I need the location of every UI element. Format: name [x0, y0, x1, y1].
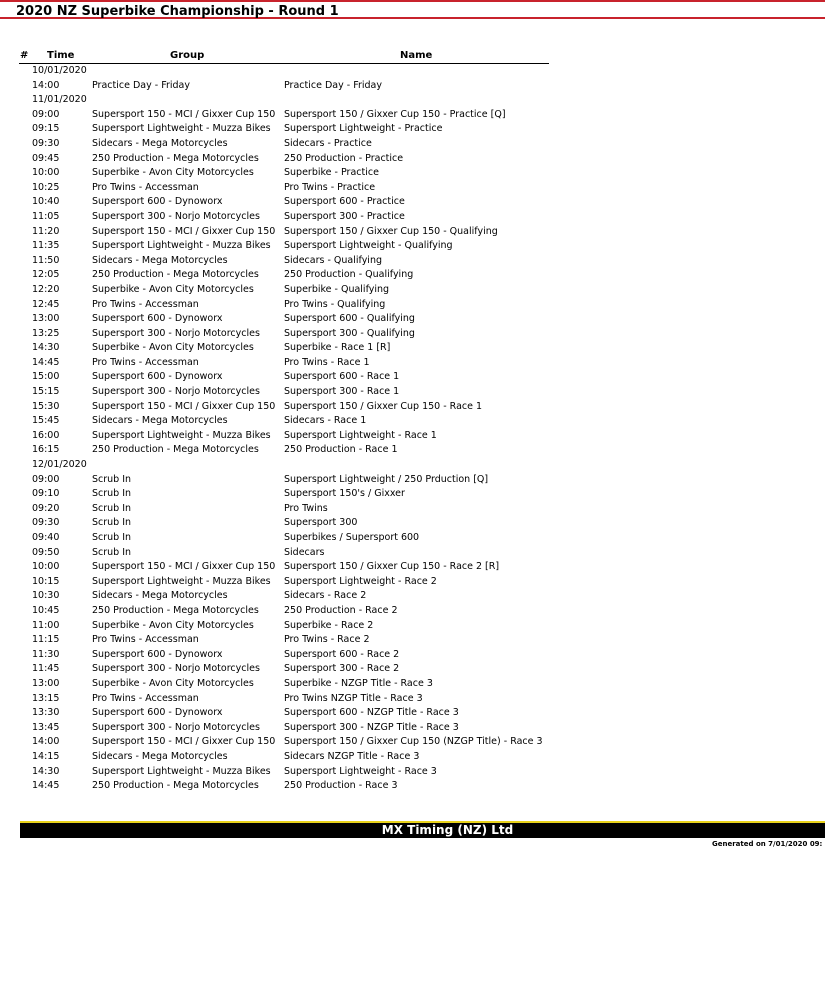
time-cell: 13:00	[32, 313, 60, 325]
name-cell: 250 Production - Race 3	[284, 780, 398, 792]
group-cell: Supersport 150 - MCI / Gixxer Cup 150	[92, 225, 276, 237]
footer-bar	[20, 821, 825, 838]
time-cell: 14:45	[32, 780, 60, 792]
time-cell: 09:50	[32, 546, 60, 558]
date-row	[0, 458, 825, 473]
group-cell: Scrub In	[92, 517, 132, 529]
name-cell: 250 Production - Race 2	[284, 604, 398, 616]
time-cell: 10:15	[32, 575, 60, 587]
table-row	[0, 283, 825, 298]
name-cell: Sidecars - Practice	[284, 137, 372, 149]
group-cell: Sidecars - Mega Motorcycles	[92, 137, 228, 149]
time-cell: 11:45	[32, 663, 60, 675]
group-cell: Supersport 600 - Dynoworx	[92, 707, 223, 719]
name-cell: Superbike - Race 2	[284, 619, 374, 631]
table-row	[0, 254, 825, 269]
group-cell: Sidecars - Mega Motorcycles	[92, 254, 228, 266]
group-cell: Sidecars - Mega Motorcycles	[92, 590, 228, 602]
table-row	[0, 414, 825, 429]
time-cell: 10:00	[32, 167, 60, 179]
group-cell: Supersport 300 - Norjo Motorcycles	[92, 210, 260, 222]
time-cell: 09:40	[32, 532, 60, 543]
generated-timestamp: Generated on 7/01/2020 09:	[712, 840, 823, 848]
group-cell: Pro Twins - Accessman	[92, 692, 199, 704]
table-row	[0, 312, 825, 327]
column-header-name: Name	[400, 50, 433, 61]
table-row	[0, 735, 825, 750]
date-row	[0, 93, 825, 108]
table-row	[0, 122, 825, 137]
column-header-time: Time	[47, 50, 75, 61]
name-cell: 250 Production - Practice	[284, 152, 404, 164]
group-cell: 250 Production - Mega Motorcycles	[92, 152, 259, 164]
date-label: 12/01/2020	[32, 459, 87, 471]
name-cell: Supersport 150's / Gixxer	[284, 488, 405, 500]
table-row	[0, 750, 825, 765]
group-cell: Superbike - Avon City Motorcycles	[92, 677, 254, 689]
group-cell: 250 Production - Mega Motorcycles	[92, 604, 259, 616]
time-cell: 11:30	[32, 648, 60, 660]
name-cell: Superbikes / Supersport 600	[284, 532, 420, 543]
table-row	[0, 429, 825, 444]
group-cell: Supersport 600 - Dynoworx	[92, 196, 223, 208]
table-row	[0, 341, 825, 356]
table-row	[0, 531, 825, 546]
table-row	[0, 195, 825, 210]
table-row	[0, 487, 825, 502]
group-cell: Superbike - Avon City Motorcycles	[92, 283, 254, 295]
schedule-table	[0, 64, 825, 794]
time-cell: 11:05	[32, 210, 60, 222]
table-row	[0, 79, 825, 94]
name-cell: Supersport 300 - Race 1	[284, 386, 400, 398]
group-cell: Superbike - Avon City Motorcycles	[92, 167, 254, 179]
name-cell: Pro Twins - Practice	[284, 181, 376, 193]
table-row	[0, 648, 825, 663]
name-cell: Sidecars - Race 1	[284, 415, 367, 427]
group-cell: Scrub In	[92, 473, 132, 485]
name-cell: Sidecars - Qualifying	[284, 254, 383, 266]
table-row	[0, 692, 825, 707]
name-cell: Supersport 150 / Gixxer Cup 150 - Qualifying	[284, 225, 498, 237]
time-cell: 15:30	[32, 400, 60, 412]
time-cell: 09:10	[32, 488, 60, 500]
title-bar	[0, 0, 825, 19]
name-cell: Sidecars NZGP Title - Race 3	[284, 750, 420, 762]
name-cell: Superbike - Qualifying	[284, 283, 390, 295]
table-row	[0, 108, 825, 123]
time-cell: 12:05	[32, 269, 60, 281]
group-cell: 250 Production - Mega Motorcycles	[92, 444, 259, 456]
group-cell: Supersport 300 - Norjo Motorcycles	[92, 327, 260, 339]
name-cell: Supersport 600 - Practice	[284, 196, 405, 208]
group-cell: Supersport Lightweight - Muzza Bikes	[92, 429, 271, 441]
date-label: 10/01/2020	[32, 65, 87, 76]
column-header-group: Group	[170, 50, 205, 61]
time-cell: 14:30	[32, 765, 60, 777]
group-cell: Superbike - Avon City Motorcycles	[92, 619, 254, 631]
time-cell: 11:35	[32, 240, 60, 252]
group-cell: Supersport 150 - MCI / Gixxer Cup 150	[92, 561, 276, 573]
table-row	[0, 239, 825, 254]
name-cell: Supersport 600 - Qualifying	[284, 313, 415, 325]
group-cell: Supersport Lightweight - Muzza Bikes	[92, 123, 271, 135]
name-cell: Supersport 150 / Gixxer Cup 150 - Race 1	[284, 400, 483, 412]
group-cell: Sidecars - Mega Motorcycles	[92, 415, 228, 427]
group-cell: Supersport 300 - Norjo Motorcycles	[92, 386, 260, 398]
name-cell: Supersport 300 - NZGP Title - Race 3	[284, 721, 459, 733]
name-cell: Practice Day - Friday	[284, 79, 382, 91]
group-cell: Supersport 300 - Norjo Motorcycles	[92, 663, 260, 675]
table-row	[0, 765, 825, 780]
page-title: 2020 NZ Superbike Championship - Round 1	[16, 4, 339, 19]
table-row	[0, 225, 825, 240]
name-cell: Sidecars	[284, 546, 325, 558]
group-cell: Sidecars - Mega Motorcycles	[92, 750, 228, 762]
time-cell: 14:45	[32, 356, 60, 368]
time-cell: 11:15	[32, 634, 60, 646]
name-cell: 250 Production - Qualifying	[284, 269, 414, 281]
table-row	[0, 633, 825, 648]
name-cell: Supersport Lightweight - Race 1	[284, 429, 437, 441]
time-cell: 13:00	[32, 677, 60, 689]
footer-company: MX Timing (NZ) Ltd	[381, 823, 514, 837]
table-row	[0, 298, 825, 313]
group-cell: 250 Production - Mega Motorcycles	[92, 780, 259, 792]
group-cell: Pro Twins - Accessman	[92, 356, 199, 368]
group-cell: Supersport 600 - Dynoworx	[92, 648, 223, 660]
name-cell: Supersport Lightweight - Race 2	[284, 575, 437, 587]
name-cell: Pro Twins	[284, 502, 328, 514]
table-row	[0, 575, 825, 590]
name-cell: Supersport Lightweight - Race 3	[284, 765, 437, 777]
name-cell: Supersport Lightweight / 250 Prduction [Q]	[284, 473, 489, 485]
time-cell: 10:00	[32, 561, 60, 573]
time-cell: 13:15	[32, 692, 60, 704]
group-cell: Supersport 600 - Dynoworx	[92, 371, 223, 383]
time-cell: 14:15	[32, 750, 60, 762]
table-row	[0, 779, 825, 794]
time-cell: 09:30	[32, 517, 60, 529]
time-cell: 11:50	[32, 254, 60, 266]
time-cell: 10:25	[32, 181, 60, 193]
group-cell: Superbike - Avon City Motorcycles	[92, 342, 254, 354]
group-cell: Supersport 600 - Dynoworx	[92, 313, 223, 325]
date-label: 11/01/2020	[32, 94, 87, 106]
table-row	[0, 400, 825, 415]
group-cell: Scrub In	[92, 488, 132, 500]
group-cell: Scrub In	[92, 546, 132, 558]
time-cell: 15:00	[32, 371, 60, 383]
table-row	[0, 356, 825, 371]
group-cell: Supersport 150 - MCI / Gixxer Cup 150	[92, 400, 276, 412]
time-cell: 09:45	[32, 152, 60, 164]
group-cell: 250 Production - Mega Motorcycles	[92, 269, 259, 281]
table-row	[0, 589, 825, 604]
date-row	[0, 64, 825, 79]
name-cell: Superbike - Race 1 [R]	[284, 342, 391, 354]
time-cell: 16:00	[32, 429, 60, 441]
table-row	[0, 166, 825, 181]
group-cell: Scrub In	[92, 532, 132, 543]
group-cell: Practice Day - Friday	[92, 79, 190, 91]
name-cell: Superbike - NZGP Title - Race 3	[284, 677, 433, 689]
table-row	[0, 137, 825, 152]
table-row	[0, 604, 825, 619]
group-cell: Scrub In	[92, 502, 132, 514]
name-cell: Sidecars - Race 2	[284, 590, 367, 602]
group-cell: Supersport 150 - MCI / Gixxer Cup 150	[92, 108, 276, 120]
table-row	[0, 327, 825, 342]
time-cell: 11:20	[32, 225, 60, 237]
time-cell: 11:00	[32, 619, 60, 631]
table-row	[0, 152, 825, 167]
name-cell: Supersport Lightweight - Practice	[284, 123, 443, 135]
name-cell: Pro Twins - Race 1	[284, 356, 370, 368]
time-cell: 14:00	[32, 736, 60, 748]
group-cell: Supersport Lightweight - Muzza Bikes	[92, 240, 271, 252]
name-cell: Supersport 300 - Qualifying	[284, 327, 415, 339]
table-row	[0, 677, 825, 692]
time-cell: 10:40	[32, 196, 60, 208]
table-row	[0, 443, 825, 458]
name-cell: Supersport 600 - NZGP Title - Race 3	[284, 707, 459, 719]
time-cell: 09:15	[32, 123, 60, 135]
name-cell: Pro Twins - Race 2	[284, 634, 370, 646]
name-cell: Supersport 300 - Practice	[284, 210, 405, 222]
name-cell: Supersport 300 - Race 2	[284, 663, 400, 675]
group-cell: Supersport 300 - Norjo Motorcycles	[92, 721, 260, 733]
table-row	[0, 546, 825, 561]
table-row	[0, 210, 825, 225]
time-cell: 09:00	[32, 473, 60, 485]
time-cell: 13:45	[32, 721, 60, 733]
name-cell: 250 Production - Race 1	[284, 444, 398, 456]
group-cell: Pro Twins - Accessman	[92, 298, 199, 310]
table-row	[0, 560, 825, 575]
group-cell: Pro Twins - Accessman	[92, 181, 199, 193]
time-cell: 10:45	[32, 604, 60, 616]
time-cell: 13:25	[32, 327, 60, 339]
table-row	[0, 502, 825, 517]
table-row	[0, 268, 825, 283]
name-cell: Supersport 150 / Gixxer Cup 150 - Race 2 [R]	[284, 561, 500, 573]
time-cell: 14:30	[32, 342, 60, 354]
time-cell: 09:00	[32, 108, 60, 120]
name-cell: Supersport 300	[284, 517, 358, 529]
table-row	[0, 181, 825, 196]
time-cell: 13:30	[32, 707, 60, 719]
table-row	[0, 619, 825, 634]
time-cell: 10:30	[32, 590, 60, 602]
time-cell: 16:15	[32, 444, 60, 456]
time-cell: 14:00	[32, 79, 60, 91]
group-cell: Pro Twins - Accessman	[92, 634, 199, 646]
table-row	[0, 385, 825, 400]
name-cell: Supersport 600 - Race 1	[284, 371, 400, 383]
table-row	[0, 706, 825, 721]
name-cell: Supersport 600 - Race 2	[284, 648, 400, 660]
table-row	[0, 516, 825, 531]
name-cell: Supersport 150 / Gixxer Cup 150 - Practice [Q]	[284, 108, 506, 120]
table-row	[0, 662, 825, 677]
group-cell: Supersport Lightweight - Muzza Bikes	[92, 765, 271, 777]
time-cell: 15:45	[32, 415, 60, 427]
group-cell: Supersport Lightweight - Muzza Bikes	[92, 575, 271, 587]
table-row	[0, 721, 825, 736]
column-header-number: #	[20, 50, 29, 61]
time-cell: 12:20	[32, 283, 60, 295]
time-cell: 15:15	[32, 386, 60, 398]
name-cell: Supersport 150 / Gixxer Cup 150 (NZGP Title) - Race 3	[284, 736, 543, 748]
time-cell: 12:45	[32, 298, 60, 310]
name-cell: Pro Twins NZGP Title - Race 3	[284, 692, 423, 704]
time-cell: 09:20	[32, 502, 60, 514]
group-cell: Supersport 150 - MCI / Gixxer Cup 150	[92, 736, 276, 748]
name-cell: Pro Twins - Qualifying	[284, 298, 386, 310]
name-cell: Superbike - Practice	[284, 167, 379, 179]
time-cell: 09:30	[32, 137, 60, 149]
table-row	[0, 370, 825, 385]
table-row	[0, 473, 825, 488]
name-cell: Supersport Lightweight - Qualifying	[284, 240, 453, 252]
